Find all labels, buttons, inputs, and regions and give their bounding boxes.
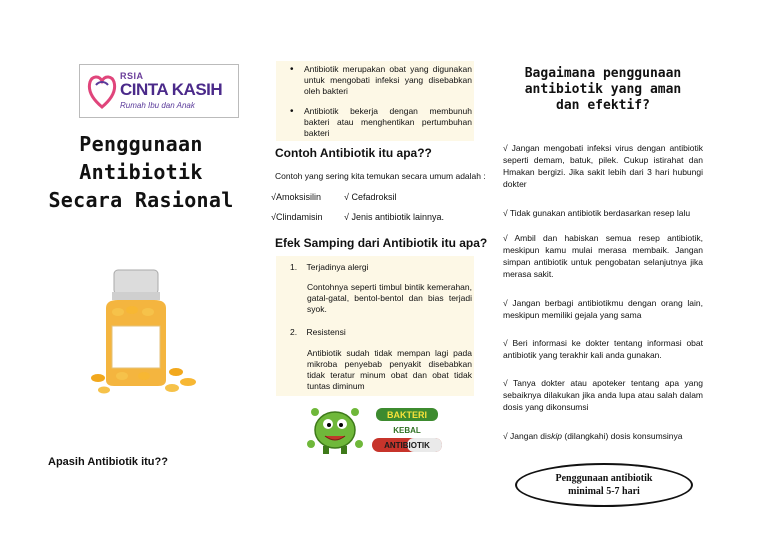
- section-heading-contoh: Contoh Antibiotik itu apa??: [275, 146, 432, 160]
- drug-item: √ Jenis antibiotik lainnya.: [344, 212, 444, 222]
- callout-line: Penggunaan antibiotik: [555, 473, 653, 484]
- badge-line-2: KEBAL: [393, 426, 421, 435]
- logo-prefix: RSIA: [120, 71, 144, 81]
- effect-description: Contohnya seperti timbul bintik kemerahan, gatal-gatal, bentol-bentol dan bias terjadi syok.: [307, 282, 472, 314]
- right-title-line: Bagaimana penggunaan: [524, 66, 682, 81]
- effect-title: [290, 327, 346, 337]
- callout-line: minimal 5-7 hari: [568, 486, 640, 497]
- drug-item: √Amoksisilin: [271, 192, 321, 202]
- badge-line-1: BAKTERI: [387, 410, 427, 420]
- contoh-text: Contoh yang sering kita temukan secara umum adalah :: [275, 171, 486, 181]
- definition-list: [276, 61, 474, 141]
- effect-label: Resistensi: [306, 327, 346, 337]
- tip-item: √ Jangan mengobati infeksi virus dengan antibiotik seperti demam, batuk, pilek. Cukup istirahat dan Hmakan bergizi. Jika sakit lebih dari 3 hari hubungi dokter: [503, 143, 703, 189]
- tip-item: √ Jangan berbagi antibiotikmu dengan orang lain, meskipun memiliki gejala yang sama: [503, 298, 703, 320]
- intro-question: Apasih Antibiotik itu??: [48, 456, 168, 468]
- main-title-line: Antibiotik: [79, 160, 203, 184]
- right-title: [498, 66, 708, 114]
- logo-name: CINTA KASIH: [120, 80, 223, 99]
- drug-item: √ Cefadroksil: [344, 192, 397, 202]
- duration-callout: [515, 463, 693, 507]
- pill-bottle-illustration: [88, 268, 208, 398]
- effect-label: Terjadinya alergi: [306, 262, 369, 272]
- tip-item: √ Tanya dokter atau apoteker tentang apa yang sebaiknya dilakukan jika anda lupa atau salah dalam dosis yang dikonsumsi: [503, 378, 703, 412]
- tip-text: √ Jangan di: [503, 431, 547, 441]
- list-item: • Antibiotik merupakan obat yang digunakan untuk mengobati infeksi yang disebabkan oleh bakteri: [286, 64, 472, 97]
- bakteri-kebal-badge: [372, 406, 444, 454]
- right-title-line: antibiotik yang aman: [524, 82, 682, 97]
- tip-item: √ Tidak gunakan antibiotik berdasarkan resep lalu: [503, 208, 691, 218]
- tip-text: (dilangkahi) dosis konsumsinya: [562, 431, 683, 441]
- tip-item: √ Ambil dan habiskan semua resep antibiotik, meskipun kamu mulai merasa membaik. Jangan simpan antibiotik untuk pengobatan selanjutnya jika merasa sakit.: [503, 233, 703, 279]
- effect-title: [290, 262, 368, 272]
- tip-item: √ Beri informasi ke dokter tentang informasi obat antibiotik yang terakhir kali anda gunakan.: [503, 338, 703, 360]
- tip-italic-word: skip: [546, 431, 563, 441]
- section-heading-efek: Efek Samping dari Antibiotik itu apa?: [275, 236, 488, 250]
- effect-number: 2.: [290, 327, 298, 337]
- effect-number: 1.: [290, 262, 298, 272]
- right-title-line: dan efektif?: [556, 98, 650, 113]
- logo-tagline: Rumah Ibu dan Anak: [120, 101, 195, 110]
- hospital-logo: [79, 64, 239, 118]
- badge-line-3: ANTIBIOTIK: [384, 441, 430, 450]
- main-title-line: Penggunaan: [79, 132, 203, 156]
- list-item: • Antibiotik bekerja dengan membunuh bakteri atau menghentikan pertumbuhan bakteri: [286, 106, 472, 139]
- effect-description: Antibiotik sudah tidak mempan lagi pada mikroba penyebab penyakit disebabkan tidak teratur minum obat dan obat tidak tuntas diminum: [307, 348, 472, 391]
- germ-cartoon-icon: [305, 404, 365, 456]
- tip-item: [503, 430, 703, 442]
- main-title: [36, 130, 246, 214]
- drug-item: √Clindamisin: [271, 212, 323, 222]
- heart-logo-icon: [86, 71, 118, 111]
- main-title-line: Secara Rasional: [48, 188, 234, 212]
